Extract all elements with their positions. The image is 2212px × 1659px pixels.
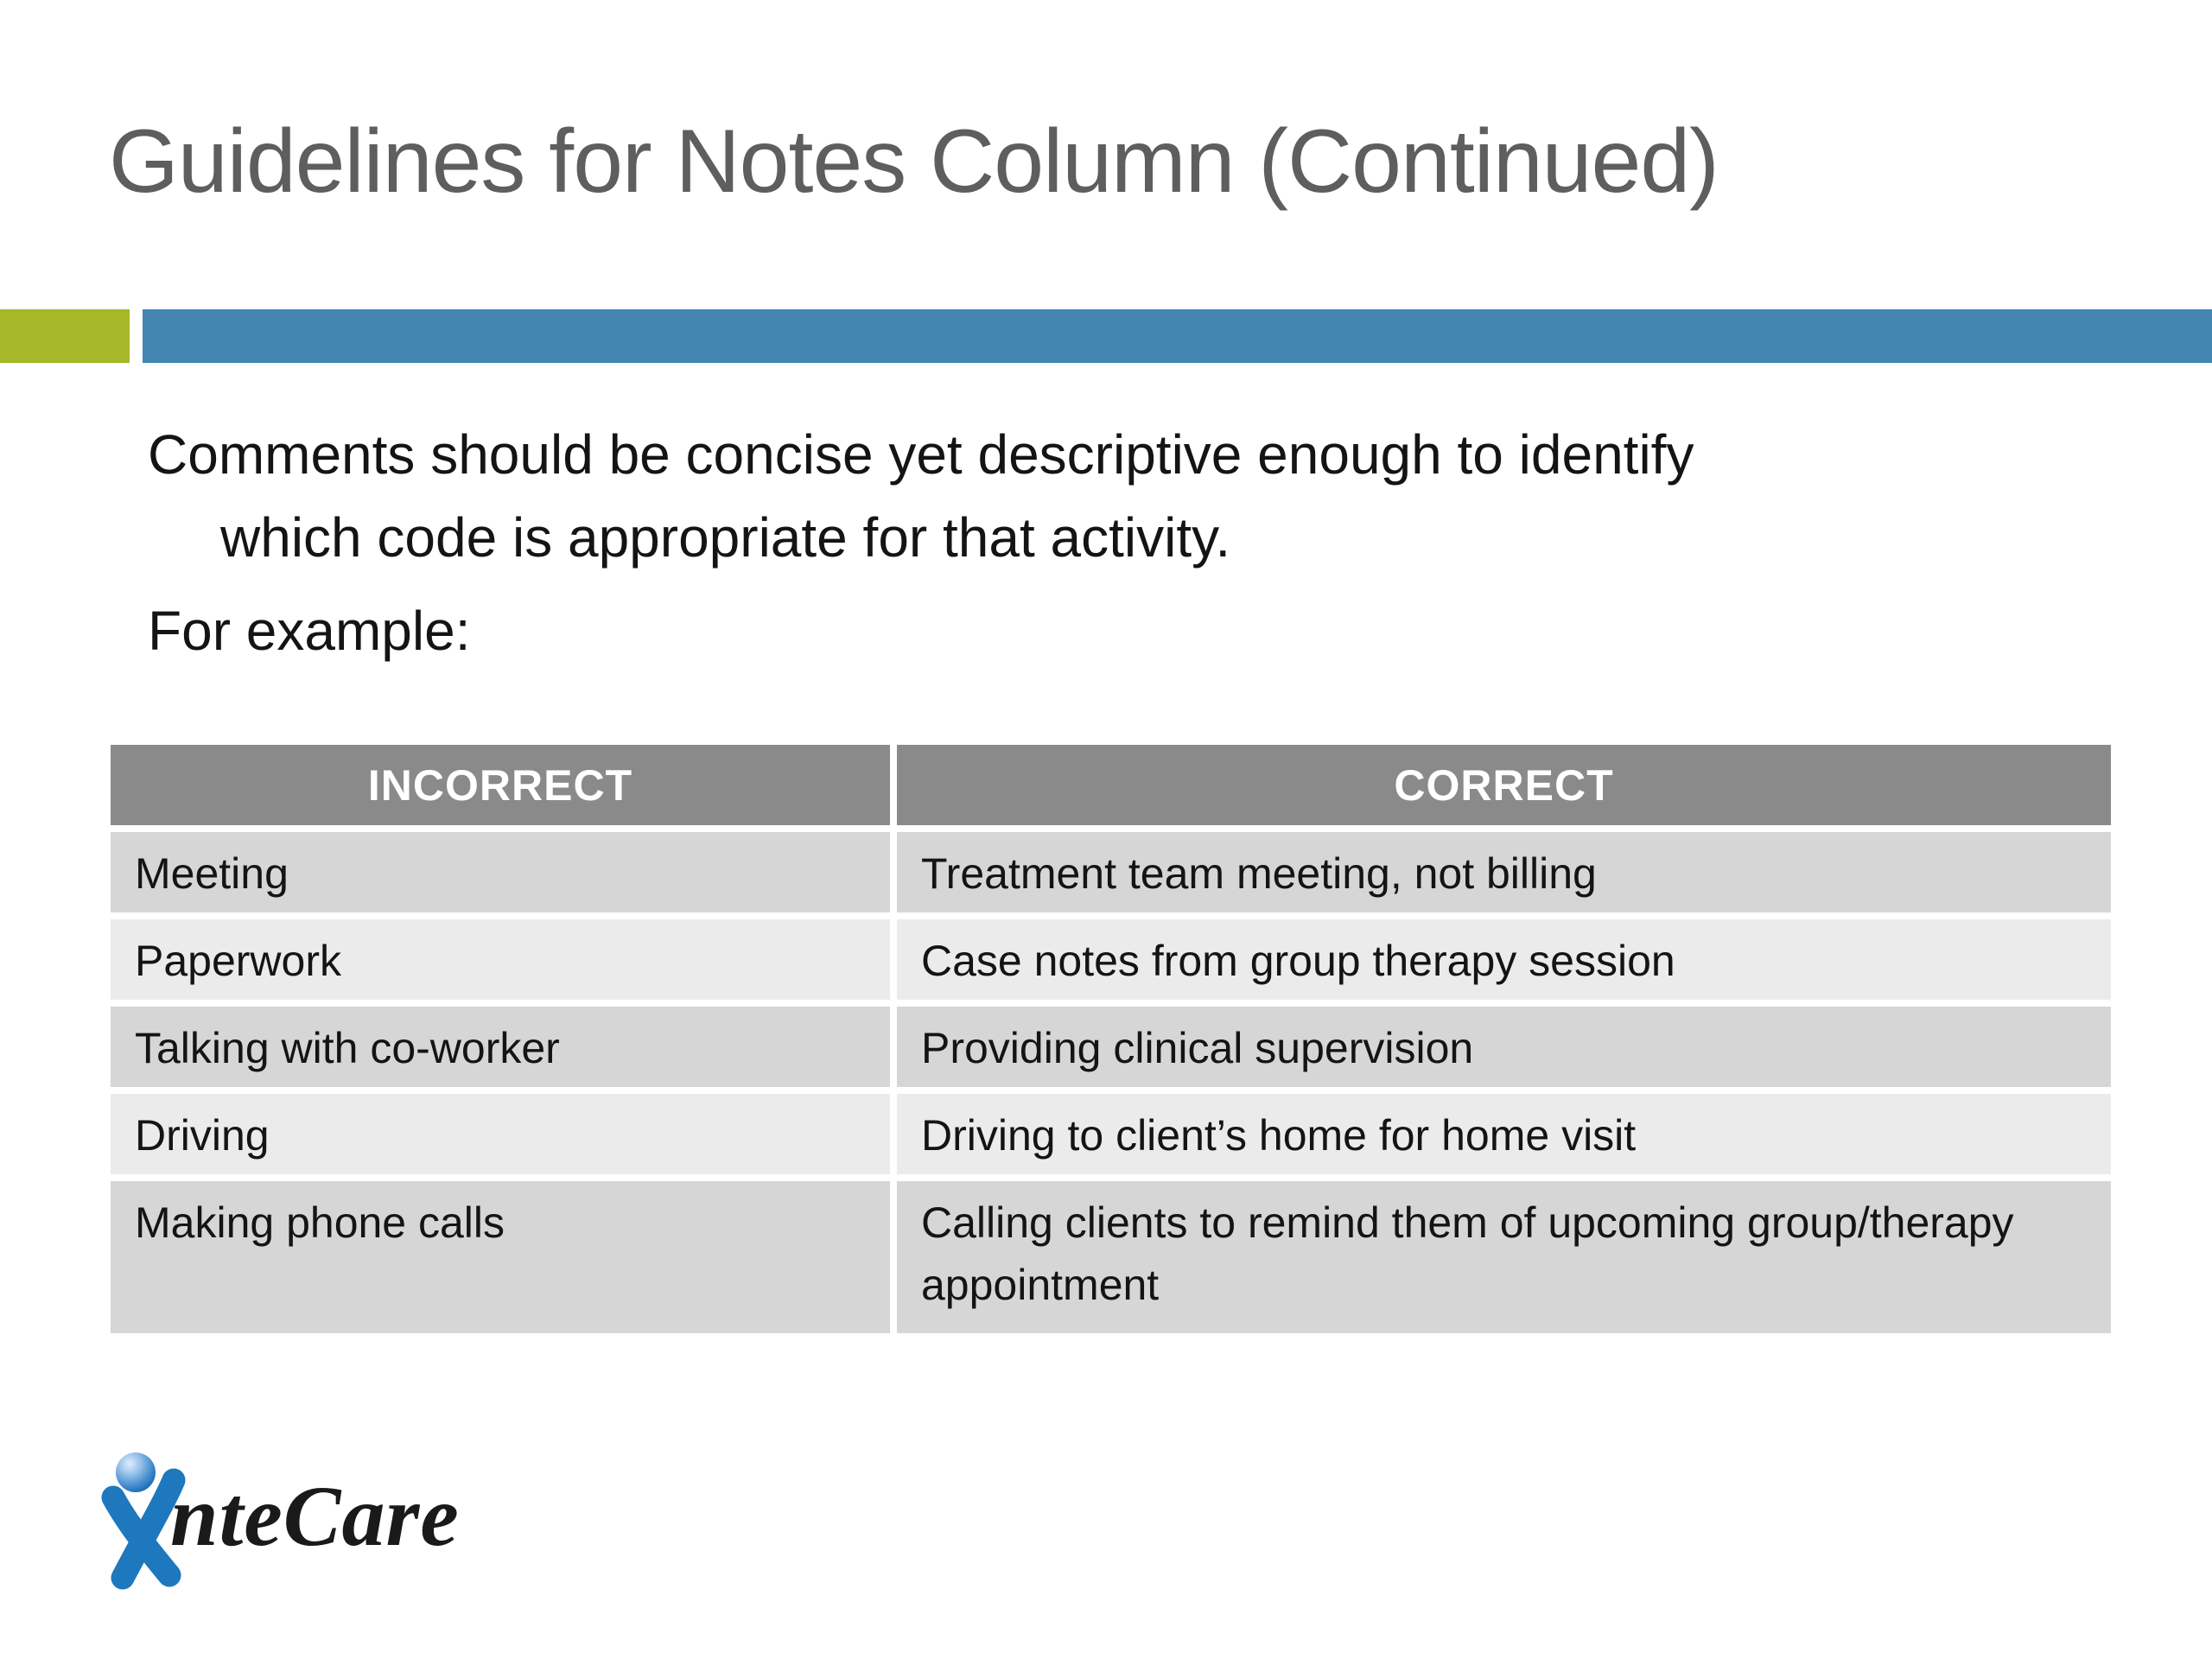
table-cell: Treatment team meeting, not billing bbox=[897, 832, 2111, 912]
body-paragraph bbox=[148, 413, 2057, 579]
intecare-logo bbox=[82, 1447, 566, 1620]
example-label: For example: bbox=[148, 600, 471, 662]
table-cell: Paperwork bbox=[111, 919, 890, 1000]
table-header-correct: CORRECT bbox=[897, 745, 2111, 825]
table-cell: Meeting bbox=[111, 832, 890, 912]
table-header-incorrect: INCORRECT bbox=[111, 745, 890, 825]
table-cell: Driving to client’s home for home visit bbox=[897, 1094, 2111, 1174]
logo-text: nteCare bbox=[170, 1468, 460, 1564]
accent-bar-green bbox=[0, 309, 130, 363]
table-cell: Driving bbox=[111, 1094, 890, 1174]
table-cell: Providing clinical supervision bbox=[897, 1007, 2111, 1087]
table-cell: Talking with co-worker bbox=[111, 1007, 890, 1087]
table-cell: Making phone calls bbox=[111, 1181, 890, 1333]
page-title: Guidelines for Notes Column (Continued) bbox=[109, 111, 1719, 212]
accent-bar-blue bbox=[143, 309, 2212, 363]
table-cell: Case notes from group therapy session bbox=[897, 919, 2111, 1000]
body-paragraph-line-1: Comments should be concise yet descriptive enough to identify bbox=[148, 423, 1694, 486]
comparison-table bbox=[111, 745, 2111, 1333]
body-paragraph-line-2: which code is appropriate for that activity. bbox=[220, 506, 1231, 569]
table-cell: Calling clients to remind them of upcoming group/therapy appointment bbox=[897, 1181, 2111, 1333]
